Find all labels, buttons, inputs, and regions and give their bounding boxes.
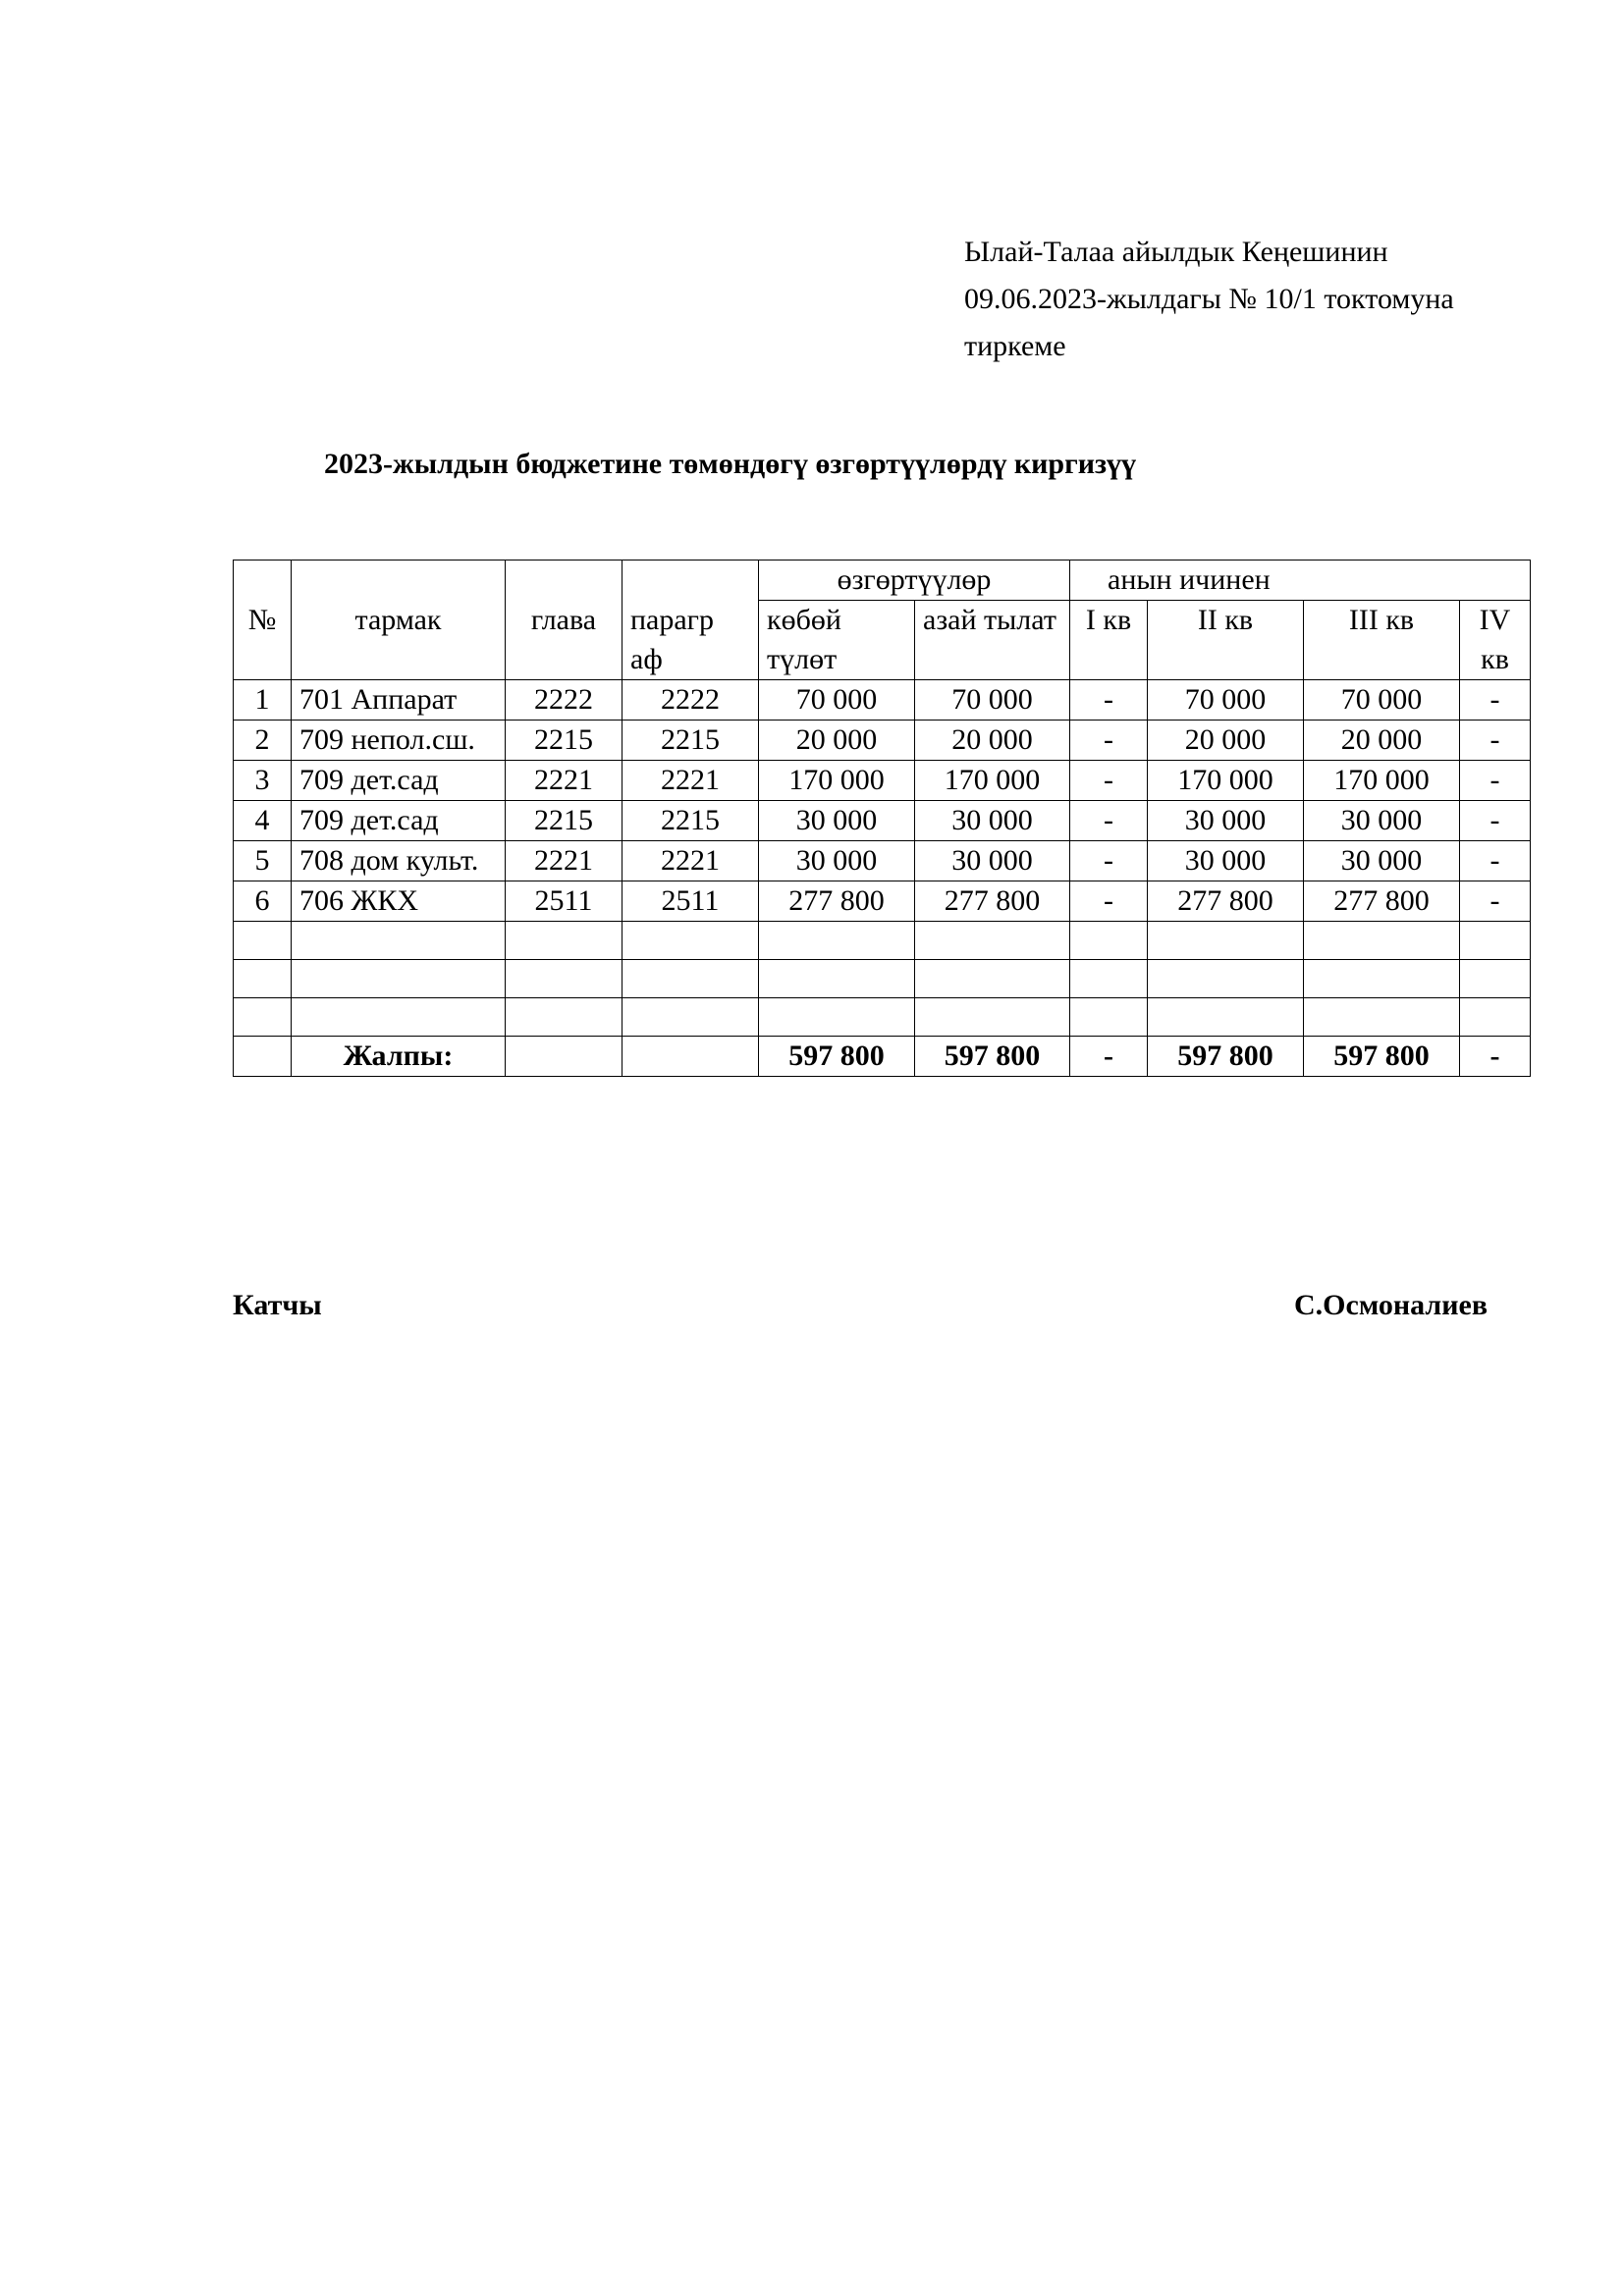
cell-num: 4 xyxy=(234,801,292,841)
empty-row xyxy=(234,922,1531,960)
header-q2: II кв xyxy=(1148,601,1304,680)
cell-increase: 30 000 xyxy=(759,801,915,841)
cell-q4: - xyxy=(1460,801,1531,841)
header-q3: III кв xyxy=(1304,601,1460,680)
cell-chapter: 2215 xyxy=(506,801,623,841)
cell-paragraph: 2221 xyxy=(623,761,759,801)
empty-row xyxy=(234,960,1531,998)
cell-num: 1 xyxy=(234,680,292,721)
cell-q1: - xyxy=(1070,881,1148,922)
appendix-header xyxy=(964,229,1454,370)
cell-increase: 277 800 xyxy=(759,881,915,922)
cell-paragraph: 2222 xyxy=(623,680,759,721)
document-title: 2023-жылдын бюджетине төмөндөгү өзгөртүүлөрдү киргизүү xyxy=(324,448,1137,480)
cell-q4: - xyxy=(1460,721,1531,761)
cell-increase: 20 000 xyxy=(759,721,915,761)
appendix-line-1: Ылай-Талаа айылдык Кеңешинин xyxy=(964,236,1388,268)
table-row xyxy=(234,680,1531,721)
cell-q1: - xyxy=(1070,680,1148,721)
cell-paragraph: 2215 xyxy=(623,721,759,761)
cell-branch: 709 дет.сад xyxy=(292,761,506,801)
table-row xyxy=(234,721,1531,761)
cell-q2: 20 000 xyxy=(1148,721,1304,761)
total-increase: 597 800 xyxy=(759,1037,915,1077)
cell-q3: 70 000 xyxy=(1304,680,1460,721)
header-row-1 xyxy=(234,561,1531,601)
cell-chapter: 2221 xyxy=(506,841,623,881)
cell-q1: - xyxy=(1070,761,1148,801)
total-q3: 597 800 xyxy=(1304,1037,1460,1077)
cell-q4: - xyxy=(1460,881,1531,922)
cell-chapter: 2221 xyxy=(506,761,623,801)
cell-q2: 170 000 xyxy=(1148,761,1304,801)
cell-q4: - xyxy=(1460,761,1531,801)
header-increase: көбөй түлөт xyxy=(759,601,915,680)
header-changes: өзгөртүүлөр xyxy=(759,561,1070,601)
header-of-which: анын ичинен xyxy=(1070,561,1531,601)
cell-num: 5 xyxy=(234,841,292,881)
total-decrease: 597 800 xyxy=(915,1037,1070,1077)
cell-decrease: 30 000 xyxy=(915,841,1070,881)
cell-q3: 277 800 xyxy=(1304,881,1460,922)
total-q2: 597 800 xyxy=(1148,1037,1304,1077)
cell-increase: 30 000 xyxy=(759,841,915,881)
cell-q3: 170 000 xyxy=(1304,761,1460,801)
cell-increase: 170 000 xyxy=(759,761,915,801)
cell-q1: - xyxy=(1070,721,1148,761)
signature-role: Катчы xyxy=(233,1289,322,1321)
cell-increase: 70 000 xyxy=(759,680,915,721)
total-q1: - xyxy=(1070,1037,1148,1077)
header-q1: I кв xyxy=(1070,601,1148,680)
cell-q4: - xyxy=(1460,680,1531,721)
cell-q2: 70 000 xyxy=(1148,680,1304,721)
header-paragraph: парагр аф xyxy=(623,561,759,680)
total-q4: - xyxy=(1460,1037,1531,1077)
cell-paragraph: 2215 xyxy=(623,801,759,841)
cell-chapter: 2511 xyxy=(506,881,623,922)
cell-chapter: 2215 xyxy=(506,721,623,761)
appendix-line-2: 09.06.2023-жылдагы № 10/1 токтомуна xyxy=(964,283,1454,315)
cell-decrease: 277 800 xyxy=(915,881,1070,922)
header-num: № xyxy=(234,561,292,680)
cell-decrease: 20 000 xyxy=(915,721,1070,761)
budget-changes-table xyxy=(233,560,1531,1077)
total-label: Жалпы: xyxy=(292,1037,506,1077)
cell-q2: 30 000 xyxy=(1148,841,1304,881)
table-row xyxy=(234,841,1531,881)
cell-q2: 277 800 xyxy=(1148,881,1304,922)
cell-q4: - xyxy=(1460,841,1531,881)
table-row xyxy=(234,761,1531,801)
signature-name: С.Осмоналиев xyxy=(1294,1289,1489,1321)
cell-q3: 20 000 xyxy=(1304,721,1460,761)
header-q4: IV кв xyxy=(1460,601,1531,680)
cell-num: 3 xyxy=(234,761,292,801)
header-decrease: азай тылат xyxy=(915,601,1070,680)
cell-q1: - xyxy=(1070,841,1148,881)
cell-branch: 706 ЖКХ xyxy=(292,881,506,922)
cell-branch: 701 Аппарат xyxy=(292,680,506,721)
cell-q2: 30 000 xyxy=(1148,801,1304,841)
table-row xyxy=(234,881,1531,922)
header-chapter: глава xyxy=(506,561,623,680)
cell-branch: 709 непол.сш. xyxy=(292,721,506,761)
table-row xyxy=(234,801,1531,841)
cell-decrease: 30 000 xyxy=(915,801,1070,841)
cell-decrease: 170 000 xyxy=(915,761,1070,801)
cell-chapter: 2222 xyxy=(506,680,623,721)
cell-q3: 30 000 xyxy=(1304,801,1460,841)
total-row xyxy=(234,1037,1531,1077)
cell-paragraph: 2511 xyxy=(623,881,759,922)
cell-branch: 709 дет.сад xyxy=(292,801,506,841)
header-branch: тармак xyxy=(292,561,506,680)
cell-decrease: 70 000 xyxy=(915,680,1070,721)
cell-num: 6 xyxy=(234,881,292,922)
appendix-line-3: тиркеме xyxy=(964,330,1066,362)
empty-row xyxy=(234,998,1531,1037)
cell-q3: 30 000 xyxy=(1304,841,1460,881)
cell-paragraph: 2221 xyxy=(623,841,759,881)
cell-q1: - xyxy=(1070,801,1148,841)
cell-num: 2 xyxy=(234,721,292,761)
cell-branch: 708 дом культ. xyxy=(292,841,506,881)
